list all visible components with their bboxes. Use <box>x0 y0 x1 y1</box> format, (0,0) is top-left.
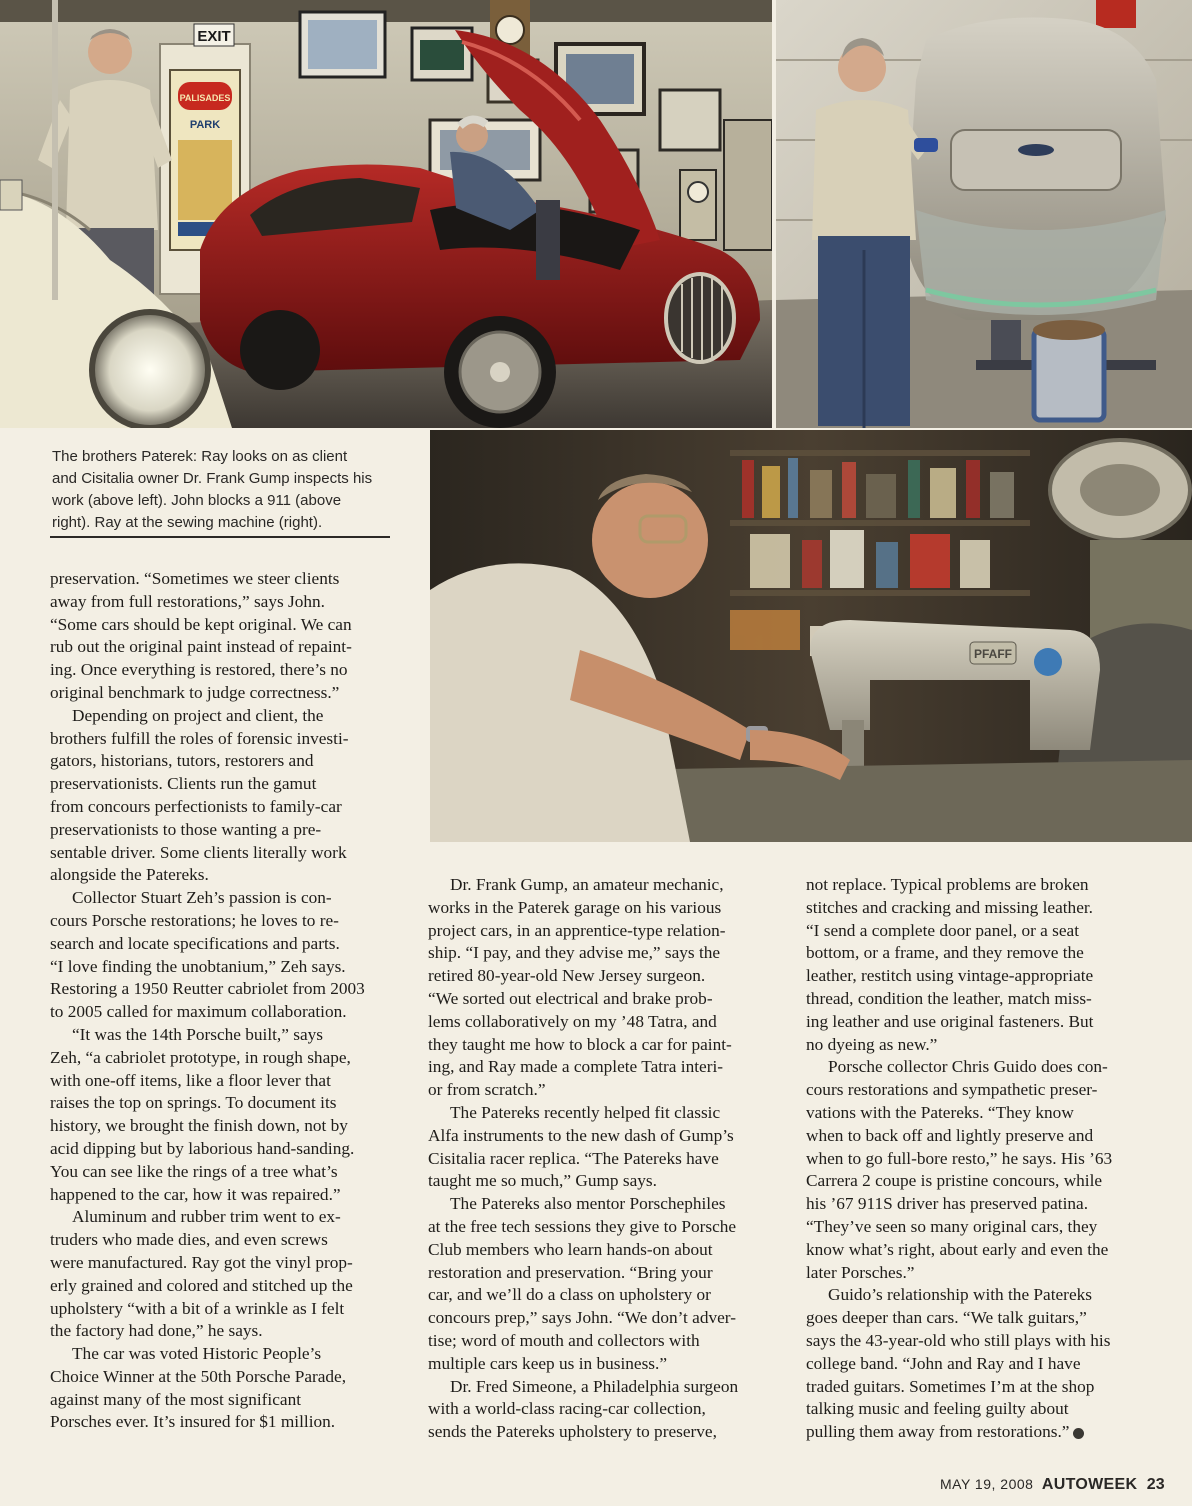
article-line: against many of the most significant <box>50 1389 302 1409</box>
article-line: sentable driver. Some clients literally work <box>50 842 347 862</box>
photo-garage-cisitalia <box>0 0 772 428</box>
article-line: when to go full-bore resto,” he says. His ’63 <box>806 1148 1113 1168</box>
article-line: the factory had done,” he says. <box>50 1321 263 1341</box>
article-paragraph <box>50 1206 394 1343</box>
article-line: Porsches ever. It’s insured for $1 million. <box>50 1412 336 1432</box>
article-line: Guido’s relationship with the Patereks <box>828 1285 1092 1305</box>
paint-booth-illustration <box>776 0 1192 428</box>
article-paragraph <box>428 1102 778 1193</box>
article-line: Choice Winner at the 50th Porsche Parade, <box>50 1366 347 1386</box>
article-line: later Porsches.” <box>806 1262 915 1282</box>
article-column-3 <box>806 874 1146 1444</box>
article-paragraph <box>806 1284 1146 1444</box>
article-line: rub out the original paint instead of repaint- <box>50 637 352 657</box>
article-line: Restoring a 1950 Reutter cabriolet from 2003 <box>50 979 365 999</box>
article-paragraph <box>428 1376 778 1444</box>
article-line: Depending on project and client, the <box>72 705 324 725</box>
upholstery-shop-illustration <box>430 430 1192 842</box>
exit-sign: EXIT <box>197 28 231 45</box>
article-line: brothers fulfill the roles of forensic investi- <box>50 728 349 748</box>
article-line: multiple cars keep us in business.” <box>428 1353 668 1373</box>
article-line: talking music and feeling guilty about <box>806 1399 1069 1419</box>
page-number: 23 <box>1146 1476 1165 1493</box>
article-line: Club members who learn hands-on about <box>428 1239 713 1259</box>
article-paragraph <box>50 568 394 705</box>
article-line: preservation. “Sometimes we steer clients <box>50 569 340 588</box>
article-line: sends the Patereks upholstery to preserve, <box>428 1422 717 1442</box>
article-line: Carrera 2 coupe is pristine concours, while <box>806 1171 1103 1191</box>
article-line: know what’s right, about early and even the <box>806 1239 1109 1259</box>
article-line: “We sorted out electrical and brake prob- <box>428 988 713 1008</box>
article-line: thread, condition the leather, match miss- <box>806 988 1092 1008</box>
article-line: Dr. Fred Simeone, a Philadelphia surgeon <box>450 1376 739 1396</box>
article-line: retired 80-year-old New Jersey surgeon. <box>428 966 706 986</box>
article-line: says the 43-year-old who still plays with his <box>806 1330 1111 1350</box>
article-line: Dr. Frank Gump, an amateur mechanic, <box>450 875 724 894</box>
article-line: preservationists. Clients run the gamut <box>50 774 317 794</box>
magazine-name: AUTOWEEK <box>1041 1476 1138 1493</box>
article-line: tise; word of mouth and collectors with <box>428 1330 700 1350</box>
article-line: raises the top on springs. To document its <box>50 1093 337 1113</box>
article-line: ing leather and use original fasteners. But <box>806 1011 1094 1031</box>
article-line: Aluminum and rubber trim went to ex- <box>72 1207 341 1227</box>
article-line: they taught me how to block a car for paint- <box>428 1034 732 1054</box>
caption-line: and Cisitalia owner Dr. Frank Gump inspects his <box>52 470 373 487</box>
caption-line: work (above left). John blocks a 911 (above <box>52 492 342 509</box>
article-line: truders who made dies, and even screws <box>50 1230 328 1250</box>
article-paragraph <box>806 874 1146 1056</box>
article-line: original benchmark to judge correctness.” <box>50 682 340 702</box>
article-line: Porsche collector Chris Guido does con- <box>828 1057 1108 1077</box>
article-paragraph <box>428 874 778 1102</box>
article-line: no dyeing as new.” <box>806 1034 938 1054</box>
caption-line: The brothers Paterek: Ray looks on as client <box>52 448 348 465</box>
caption-line: right). Ray at the sewing machine (right). <box>52 514 323 531</box>
article-line: gators, historians, tutors, restorers and <box>50 751 314 771</box>
photo-john-blocking-911 <box>776 0 1192 428</box>
article-line: Zeh, “a cabriolet prototype, in rough shape, <box>50 1047 351 1067</box>
article-line: at the free tech sessions they give to Porsche <box>428 1216 737 1236</box>
article-line: erly grained and colored and stitched up the <box>50 1275 353 1295</box>
palisades-poster-title: PALISADES <box>179 93 231 103</box>
article-line: project cars, in an apprentice-type relation- <box>428 920 726 940</box>
article-line: from concours perfectionists to family-car <box>50 796 342 816</box>
article-line: acid dipping but by laborious hand-sanding. <box>50 1138 355 1158</box>
article-line: or from scratch.” <box>428 1080 546 1100</box>
page-folio <box>940 1476 1165 1494</box>
article-line: pulling them away from restorations.” <box>806 1421 1146 1444</box>
article-line: “Some cars should be kept original. We can <box>50 614 352 634</box>
article-line: happened to the car, how it was repaired.” <box>50 1184 341 1204</box>
article-line: alongside the Patereks. <box>50 865 209 885</box>
article-paragraph <box>50 887 394 1024</box>
article-line: leather, restitch using vintage-appropriate <box>806 966 1094 986</box>
article-line: concours prep,” says John. “We don’t adver- <box>428 1308 736 1328</box>
article-line: when to back off and lightly preserve and <box>806 1125 1094 1145</box>
article-line: with one-off items, like a floor lever that <box>50 1070 331 1090</box>
article-line: not replace. Typical problems are broken <box>806 875 1089 894</box>
article-line: ing, and Ray made a complete Tatra interi- <box>428 1057 724 1077</box>
article-line: his ’67 911S driver has preserved patina. <box>806 1194 1089 1214</box>
article-line: bottom, or a frame, and they remove the <box>806 943 1084 963</box>
article-line: The Patereks also mentor Porschephiles <box>450 1194 726 1214</box>
article-line: away from full restorations,” says John. <box>50 591 325 611</box>
article-line: The Patereks recently helped fit classic <box>450 1102 721 1122</box>
garage-illustration <box>0 0 772 428</box>
article-line: Collector Stuart Zeh’s passion is con- <box>72 888 332 908</box>
article-line: preservationists to those wanting a pre- <box>50 819 322 839</box>
article-line: works in the Paterek garage on his various <box>428 897 722 917</box>
end-of-article-icon <box>1073 1428 1084 1439</box>
article-line: search and locate specifications and parts. <box>50 933 340 953</box>
article-line: You can see like the rings of a tree what’s <box>50 1161 338 1181</box>
article-line: Cisitalia racer replica. “The Patereks have <box>428 1148 719 1168</box>
article-line: traded guitars. Sometimes I’m at the shop <box>806 1376 1095 1396</box>
article-paragraph <box>50 1343 394 1434</box>
article-line: were manufactured. Ray got the vinyl prop- <box>50 1252 353 1272</box>
article-line: stitches and cracking and missing leather. <box>806 897 1093 917</box>
article-line: history, we brought the finish down, not by <box>50 1116 348 1136</box>
article-line: cours Porsche restorations; he loves to re- <box>50 910 339 930</box>
article-line: cours restorations and sympathetic preser- <box>806 1080 1098 1100</box>
article-line: “It was the 14th Porsche built,” says <box>72 1024 324 1044</box>
caption-rule <box>50 536 390 538</box>
article-line: ing. Once everything is restored, there’s no <box>50 660 348 680</box>
article-paragraph <box>806 1056 1146 1284</box>
article-line: with a world-class racing-car collection, <box>428 1399 706 1419</box>
palisades-poster-park: PARK <box>189 119 221 131</box>
pfaff-logo-text: PFAFF <box>974 647 1012 661</box>
article-line: upholstery “with a bit of a wrinkle as I felt <box>50 1298 345 1318</box>
article-column-1 <box>50 568 394 1434</box>
article-line: lems collaboratively on my ’48 Tatra, and <box>428 1011 717 1031</box>
photo-ray-sewing-machine <box>430 430 1192 842</box>
article-line: “They’ve seen so many original cars, they <box>806 1216 1098 1236</box>
article-line: “I love finding the unobtanium,” Zeh says. <box>50 956 346 976</box>
article-line: “I send a complete door panel, or a seat <box>806 920 1080 940</box>
article-line: college band. “John and Ray and I have <box>806 1353 1081 1373</box>
article-line: car, and we’ll do a class on upholstery or <box>428 1285 711 1305</box>
article-line: vations with the Patereks. “They know <box>806 1102 1074 1122</box>
photo-caption <box>52 446 397 534</box>
article-line: restoration and preservation. “Bring your <box>428 1262 713 1282</box>
article-column-2 <box>428 874 778 1444</box>
article-paragraph <box>428 1193 778 1375</box>
issue-date: MAY 19, 2008 <box>940 1476 1034 1492</box>
article-line: goes deeper than cars. “We talk guitars,” <box>806 1308 1087 1328</box>
article-line: taught me so much,” Gump says. <box>428 1171 657 1191</box>
article-line: The car was voted Historic People’s <box>72 1344 322 1364</box>
article-paragraph <box>50 1024 394 1206</box>
article-line: to 2005 called for maximum collaboration. <box>50 1002 347 1022</box>
article-line: Alfa instruments to the new dash of Gump’s <box>428 1125 734 1145</box>
article-line: ship. “I pay, and they advise me,” says the <box>428 943 721 963</box>
article-paragraph <box>50 705 394 887</box>
